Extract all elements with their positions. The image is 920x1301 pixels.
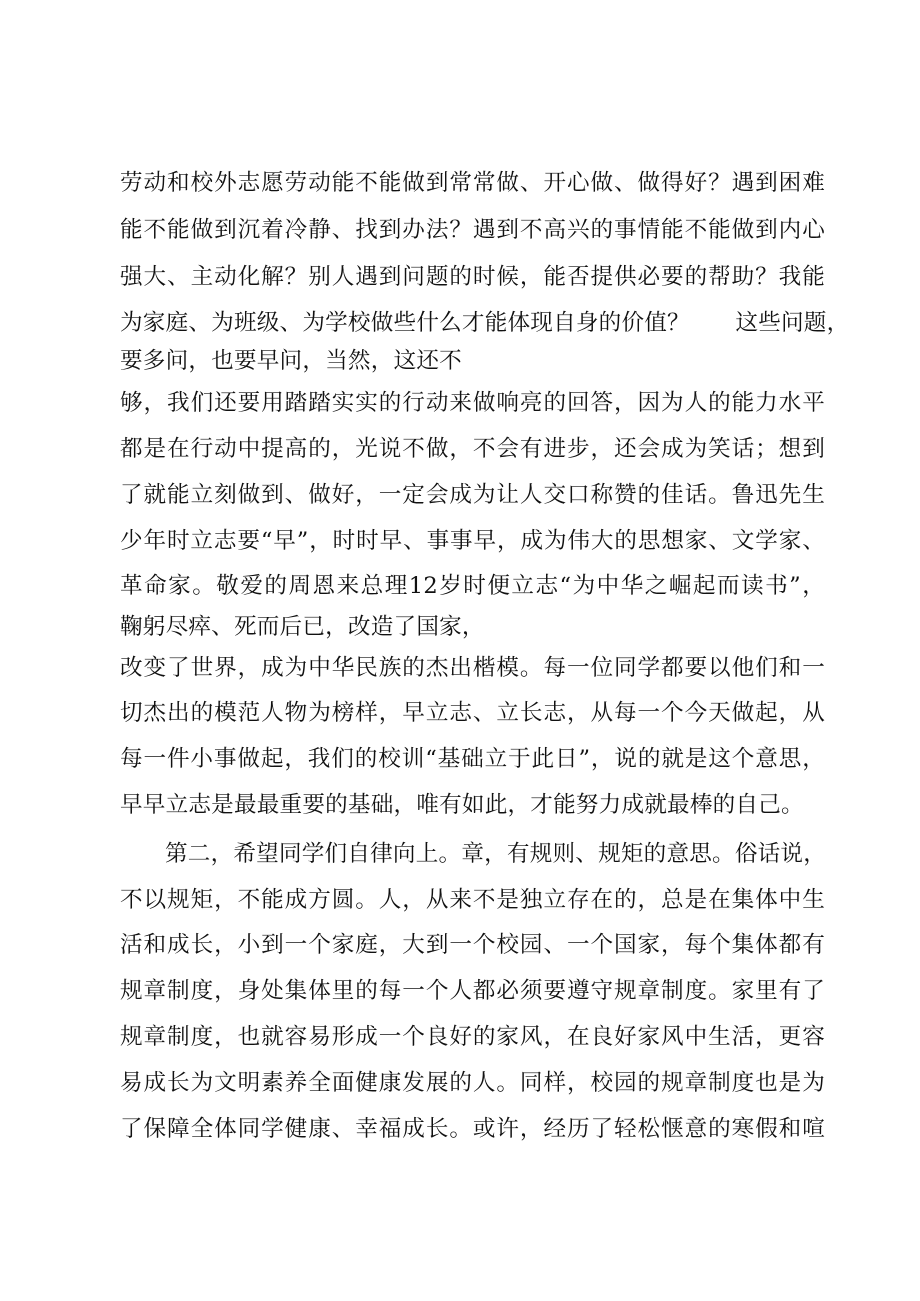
text-line-14: 每一件小事做起，我们的校训“基础立于此日”，说的就是这个意思， <box>120 746 825 772</box>
text-line-22: 了保障全体同学健康、幸福成长。或许，经历了轻松惬意的寒假和喧 <box>120 1116 825 1142</box>
text-line-21: 易成长为文明素养全面健康发展的人。同样，校园的规章制度也是为 <box>120 1070 825 1096</box>
text-line-7: 都是在行动中提高的，光说不做，不会有进步，还会成为笑话；想到 <box>120 436 825 462</box>
paragraph-2-first-line: 第二，希望同学们自律向上。章，有规则、规矩的意思。俗话说， <box>165 841 827 867</box>
text-line-6: 够，我们还要用踏踏实实的行动来做响亮的回答，因为人的能力水平 <box>120 390 825 416</box>
text-line-19: 规章制度，身处集体里的每一个人都必须要遵守规章制度。家里有了 <box>120 978 825 1004</box>
text-line-9: 少年时立志要“早”，时时早、事事早，成为伟大的思想家、文学家、 <box>120 528 825 554</box>
text-line-10: 革命家。敬爱的周恩来总理12岁时便立志“为中华之崛起而读书”， <box>120 573 825 599</box>
text-line-13: 切杰出的模范人物为榜样，早立志、立长志，从每一个今天做起，从 <box>120 700 825 726</box>
text-line-5: 要多问，也要早问，当然，这还不 <box>120 348 462 374</box>
text-line-17: 不以规矩，不能成方圆。人，从来不是独立存在的，总是在集体中生 <box>120 887 825 913</box>
text-line-4: 为家庭、为班级、为学校做些什么才能体现自身的价值？ 这些问题， <box>120 310 850 336</box>
text-line-11: 鞠躬尽瘁、死而后已，改造了国家， <box>120 614 485 640</box>
text-line-20: 规章制度，也就容易形成一个良好的家风，在良好家风中生活，更容 <box>120 1024 825 1050</box>
text-line-18: 活和成长，小到一个家庭，大到一个校园、一个国家，每个集体都有 <box>120 932 825 958</box>
text-line-12: 改变了世界，成为中华民族的杰出楷模。每一位同学都要以他们和一 <box>120 655 825 681</box>
text-line-1: 劳动和校外志愿劳动能不能做到常常做、开心做、做得好？遇到困难 <box>120 170 825 196</box>
text-line-3: 强大、主动化解？别人遇到问题的时候，能否提供必要的帮助？我能 <box>120 264 825 290</box>
text-line-2: 能不能做到沉着冷静、找到办法？遇到不高兴的事情能不能做到内心 <box>120 217 825 243</box>
text-line-8: 了就能立刻做到、做好，一定会成为让人交口称赞的佳话。鲁迅先生 <box>120 482 825 508</box>
text-line-15: 早早立志是最最重要的基础，唯有如此，才能努力成就最棒的自己。 <box>120 792 804 818</box>
